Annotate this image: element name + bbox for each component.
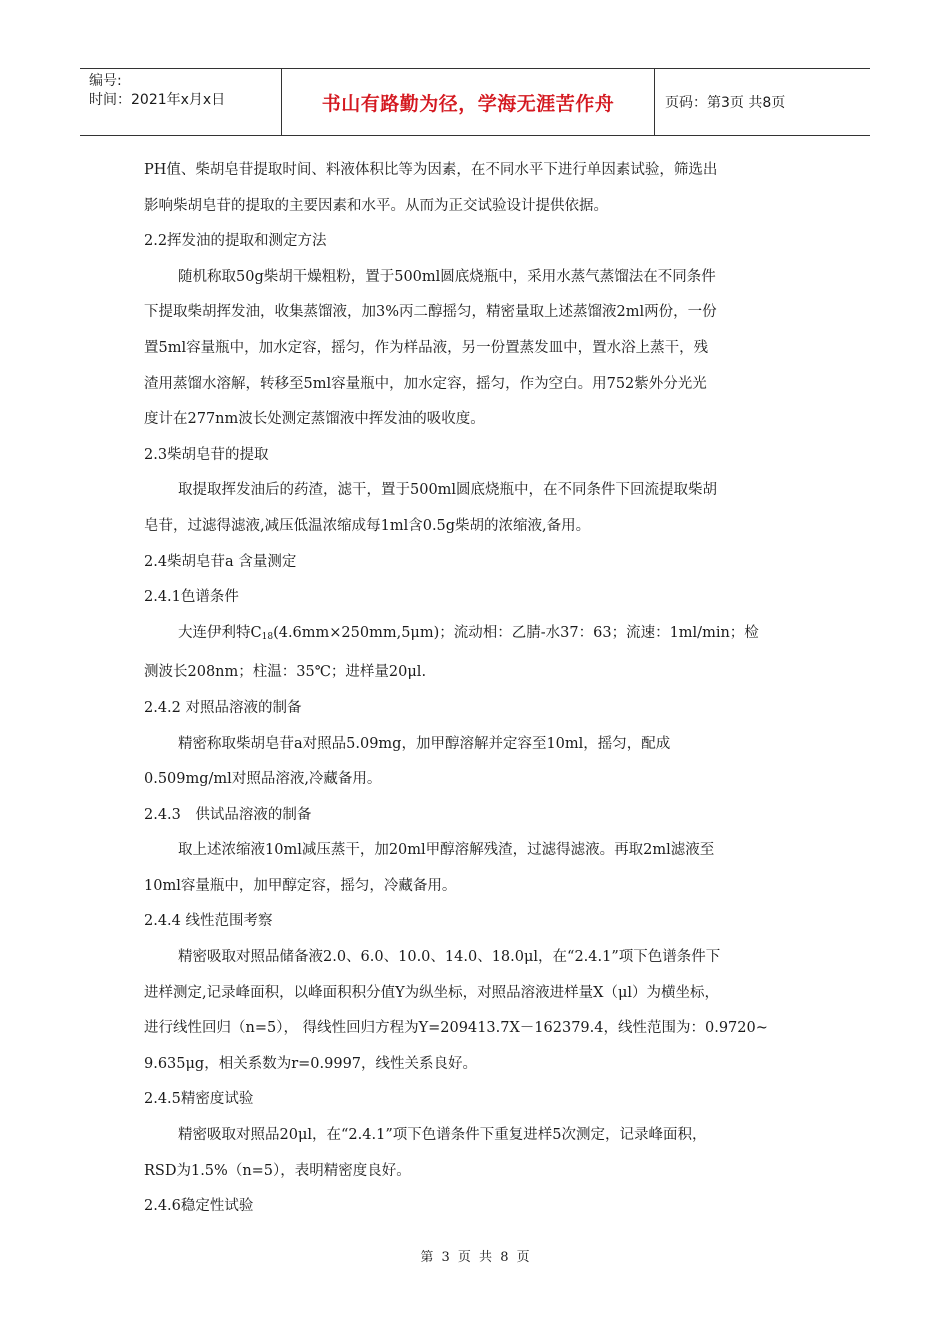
section-heading: 2.4.5精密度试验 (144, 1091, 254, 1108)
body-line-part: (4.6mm×250mm,5μm)；流动相：乙腈-水37：63；流速：1ml/min；检 (273, 624, 759, 641)
body-line: 取提取挥发油后的药渣，滤干，置于500ml圆底烧瓶中，在不同条件下回流提取柴胡 (178, 482, 718, 499)
section-heading: 2.4.1色谱条件 (144, 589, 239, 606)
body-line: RSD为1.5%（n=5），表明精密度良好。 (144, 1162, 411, 1179)
section-heading: 2.2挥发油的提取和测定方法 (144, 233, 327, 250)
body-line: 进行线性回归（n=5）， 得线性回归方程为Y=209413.7X－162379.4，线性范围为：0.9720~ (144, 1020, 768, 1037)
body-line: 精密称取柴胡皂苷a对照品5.09mg，加甲醇溶解并定容至10ml，摇匀，配成 (178, 735, 671, 752)
body-line: 随机称取50g柴胡干燥粗粉，置于500ml圆底烧瓶中，采用水蒸气蒸馏法在不同条件 (178, 268, 716, 285)
section-heading: 2.3柴胡皂苷的提取 (144, 446, 269, 463)
body-line: 精密吸取对照品储备液2.0、6.0、10.0、14.0、18.0μl，在“2.4.1”项下色谱条件下 (178, 949, 721, 966)
section-heading: 2.4.6稳定性试验 (144, 1198, 254, 1215)
body-line (144, 616, 804, 656)
body-line: 10ml容量瓶中，加甲醇定容，摇匀，冷藏备用。 (144, 877, 457, 894)
body-line: 置5ml容量瓶中，加水定容，摇匀，作为样品液，另一份置蒸发皿中，置水浴上蒸干，残 (144, 339, 709, 356)
header-meta (80, 69, 282, 135)
header-page-info: 页码：第3页 共8页 (665, 95, 786, 111)
body-line: 皂苷，过滤得滤液,减压低温浓缩成每1ml含0.5g柴胡的浓缩液,备用。 (144, 517, 591, 534)
body-line: 精密吸取对照品20μl，在“2.4.1”项下色谱条件下重复进样5次测定，记录峰面积， (178, 1127, 707, 1144)
document-date: 时间：2021年x月x日 (89, 92, 226, 108)
body-line: 取上述浓缩液10ml减压蒸干，加20ml甲醇溶解残渣，过滤得滤液。再取2ml滤液至 (178, 842, 715, 859)
header-motto: 书山有路勤为径，学海无涯苦作舟 (282, 69, 655, 135)
body-line: 进样测定,记录峰面积，以峰面积积分值Y为纵坐标，对照品溶液进样量X（μl）为横坐标， (144, 984, 720, 1001)
subscript-text: 18 (261, 631, 274, 642)
section-heading: 2.4.4 线性范围考察 (144, 913, 273, 930)
page-header (80, 68, 870, 136)
body-line: PH值、柴胡皂苷提取时间、料液体积比等为因素，在不同水平下进行单因素试验，筛选出 (144, 162, 718, 178)
body-line-part: 大连伊利特C (178, 624, 262, 641)
body-line: 0.509mg/ml对照品溶液,冷藏备用。 (144, 771, 382, 788)
section-heading: 2.4.2 对照品溶液的制备 (144, 699, 302, 716)
document-body (144, 153, 804, 1225)
document-code-label: 编号: (89, 73, 122, 89)
body-line: 下提取柴胡挥发油，收集蒸馏液，加3%丙二醇摇匀，精密量取上述蒸馏液2ml两份，一份 (144, 304, 717, 321)
body-line: 测波长208nm；柱温：35℃；进样量20μl. (144, 664, 427, 681)
body-line: 渣用蒸馏水溶解，转移至5ml容量瓶中，加水定容，摇匀，作为空白。用752紫外分光光 (144, 375, 707, 392)
section-heading: 2.4.3 供试品溶液的制备 (144, 806, 312, 823)
section-heading: 2.4柴胡皂苷a 含量测定 (144, 553, 297, 570)
page-footer: 第 3 页 共 8 页 (420, 1250, 530, 1265)
body-line: 度计在277nm波长处测定蒸馏液中挥发油的吸收度。 (144, 411, 485, 428)
body-line: 影响柴胡皂苷的提取的主要因素和水平。从而为正交试验设计提供依据。 (144, 197, 608, 214)
body-line: 9.635μg，相关系数为r=0.9997，线性关系良好。 (144, 1055, 478, 1072)
